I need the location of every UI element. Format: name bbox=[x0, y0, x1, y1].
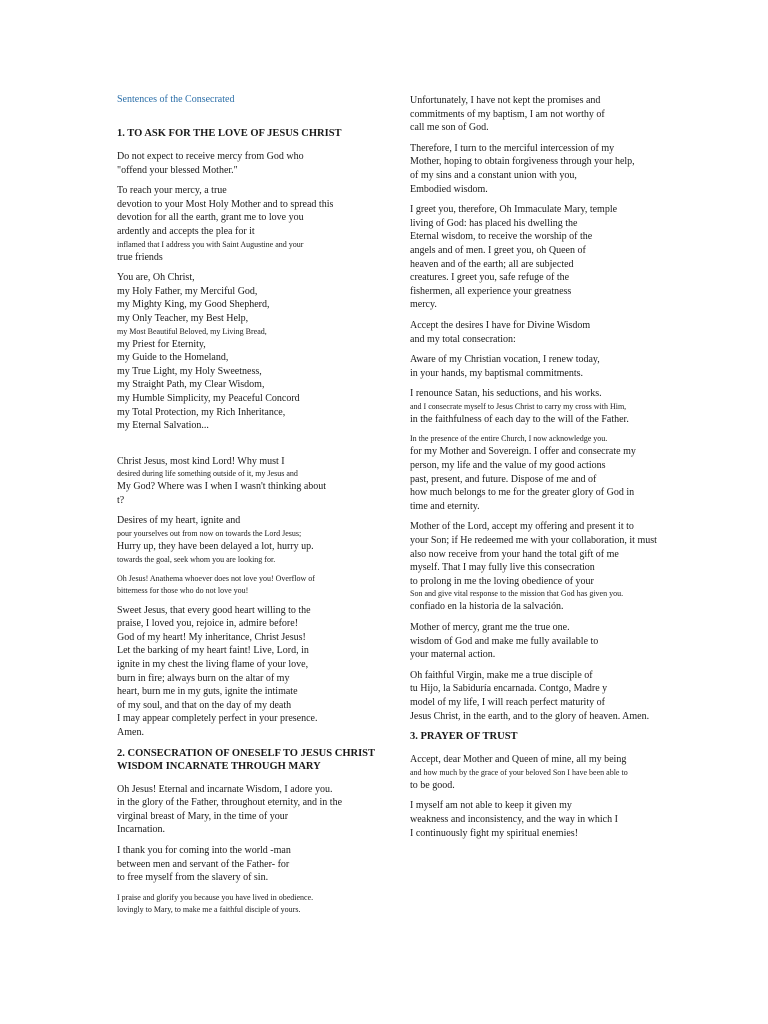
left-column bbox=[117, 94, 402, 923]
text-line: I praise and glorify you because you have lived in obedience. bbox=[117, 892, 314, 902]
text-line: Amen. bbox=[117, 727, 144, 738]
text-line: my True Light, my Holy Sweetness, bbox=[117, 365, 262, 377]
right-section-heading: 3. PRAYER OF TRUST bbox=[410, 731, 518, 743]
left-paragraph bbox=[117, 783, 402, 837]
text-line: Oh Jesus! Eternal and incarnate Wisdom, I adore you. bbox=[117, 783, 333, 795]
text-line: in the glory of the Father, throughout eternity, and in the bbox=[117, 797, 343, 809]
text-line: ardently and accepts the plea for it bbox=[117, 225, 255, 237]
left-paragraph bbox=[117, 844, 402, 885]
text-line: in your hands, my baptismal commitments. bbox=[410, 367, 584, 379]
text-line: You are, Oh Christ, bbox=[117, 272, 195, 284]
text-line: t? bbox=[117, 494, 125, 506]
text-line: to prolong in me the loving obedience of your bbox=[410, 575, 594, 587]
right-paragraph bbox=[410, 520, 670, 614]
right-paragraph bbox=[410, 621, 670, 662]
text-line: also now receive from your hand the total gift of me bbox=[410, 548, 619, 560]
text-line: Oh faithful Virgin, make me a true disciple of bbox=[410, 669, 593, 681]
right-paragraph bbox=[410, 799, 670, 840]
right-paragraph bbox=[410, 353, 670, 380]
text-line: To reach your mercy, a true bbox=[117, 185, 227, 197]
text-line: bitterness for those who do not love you! bbox=[117, 585, 249, 595]
text-line: true friends bbox=[117, 251, 163, 263]
text-line: angels and of men. I greet you, oh Queen of bbox=[410, 244, 586, 256]
right-paragraph bbox=[410, 319, 670, 346]
text-line: My God? Where was I when I wasn't thinking about bbox=[117, 481, 327, 493]
text-line: person, my life and the value of my good actions bbox=[410, 460, 606, 472]
text-line: Oh Jesus! Anathema whoever does not love you! Overflow of bbox=[117, 573, 315, 583]
text-line: my Most Beautiful Beloved, my Living Bread, bbox=[117, 326, 267, 336]
text-line: my Priest for Eternity, bbox=[117, 338, 206, 350]
text-line: between men and servant of the Father- for bbox=[117, 858, 290, 870]
text-line: Therefore, I turn to the merciful intercession of my bbox=[410, 142, 615, 154]
text-line: Aware of my Christian vocation, I renew today, bbox=[410, 354, 600, 366]
text-line: creatures. I greet you, safe refuge of the bbox=[410, 272, 570, 284]
right-paragraph bbox=[410, 433, 670, 513]
right-column bbox=[410, 94, 670, 847]
text-line: Eternal wisdom, to receive the worship of the bbox=[410, 231, 593, 243]
right-paragraph bbox=[410, 753, 670, 792]
right-paragraph bbox=[410, 203, 670, 312]
text-line: I continuously fight my spiritual enemies! bbox=[410, 827, 579, 839]
text-line: Christ Jesus, most kind Lord! Why must I bbox=[117, 455, 285, 467]
text-line: living of God: has placed his dwelling the bbox=[410, 217, 578, 229]
text-line: to free myself from the slavery of sin. bbox=[117, 872, 269, 884]
text-line: wisdom of God and make me fully available to bbox=[410, 635, 599, 647]
text-line: and how much by the grace of your beloved Son I have been able to bbox=[410, 767, 628, 777]
text-line: your Son; if He redeemed me with your collaboration, it must bbox=[410, 535, 657, 547]
text-line: Mother of the Lord, accept my offering and present it to bbox=[410, 521, 634, 533]
text-line: tu Hijo, la Sabiduría encarnada. Contgo, Madre y bbox=[410, 683, 608, 695]
right-paragraph bbox=[410, 669, 670, 723]
text-line: for my Mother and Sovereign. I offer and consecrate my bbox=[410, 446, 636, 458]
text-line: I renounce Satan, his seductions, and his works. bbox=[410, 388, 602, 400]
text-line: of my sins and a constant union with you, bbox=[410, 169, 577, 181]
text-line: heart, burn me in my guts, ignite the intimate bbox=[117, 686, 298, 698]
left-paragraph bbox=[117, 573, 402, 597]
text-line: model of my life, I will reach perfect maturity of bbox=[410, 696, 605, 708]
text-line: my Only Teacher, my Best Help, bbox=[117, 312, 249, 324]
right-paragraph bbox=[410, 387, 670, 426]
text-line: Son and give vital response to the mission that God has given you. bbox=[410, 589, 624, 599]
text-line: of my soul, and that on the day of my death bbox=[117, 699, 292, 711]
text-line: my Mighty King, my Good Shepherd, bbox=[117, 299, 270, 311]
text-line: desired during life something outside of it, my Jesus and bbox=[117, 469, 298, 479]
text-line: devotion for all the earth, grant me to love you bbox=[117, 212, 304, 224]
text-line: Sweet Jesus, that every good heart willing to the bbox=[117, 604, 311, 616]
text-line: Hurry up, they have been delayed a lot, hurry up. bbox=[117, 541, 314, 553]
text-line: in the faithfulness of each day to the will of the Father. bbox=[410, 413, 629, 425]
text-line: burn in fire; always burn on the altar of my bbox=[117, 672, 290, 684]
text-line: Let the barking of my heart faint! Live, Lord, in bbox=[117, 645, 309, 657]
left-paragraph bbox=[117, 514, 402, 565]
text-line: God of my heart! My inheritance, Christ Jesus! bbox=[117, 631, 306, 643]
text-line: fishermen, all experience your greatness bbox=[410, 285, 572, 297]
text-line: praise, I loved you, rejoice in, admire before! bbox=[117, 618, 299, 630]
text-line: past, present, and future. Dispose of me and of bbox=[410, 473, 597, 485]
text-line: my Humble Simplicity, my Peaceful Concord bbox=[117, 392, 300, 404]
text-line: devotion to your Most Holy Mother and to spread this bbox=[117, 198, 334, 210]
text-line: time and eternity. bbox=[410, 500, 480, 512]
text-line: "offend your blessed Mother." bbox=[117, 164, 238, 176]
left-paragraph bbox=[117, 271, 402, 433]
text-line: I greet you, therefore, Oh Immaculate Mary, temple bbox=[410, 204, 618, 216]
text-line: myself. That I may fully live this consecration bbox=[410, 562, 595, 574]
text-line: Accept the desires I have for Divine Wisdom bbox=[410, 319, 591, 331]
text-line: weakness and inconsistency, and the way in which I bbox=[410, 813, 618, 825]
text-line: my Total Protection, my Rich Inheritance, bbox=[117, 406, 286, 418]
text-line: virginal breast of Mary, in the time of your bbox=[117, 810, 289, 822]
text-line: pour yourselves out from now on towards the Lord Jesus; bbox=[117, 529, 302, 539]
text-line: call me son of God. bbox=[410, 122, 489, 134]
text-line: mercy. bbox=[410, 299, 437, 311]
text-line: Do not expect to receive mercy from God who bbox=[117, 151, 304, 162]
left-paragraph bbox=[117, 604, 402, 740]
left-paragraph bbox=[117, 150, 402, 177]
text-line: ignite in my chest the living flame of your love, bbox=[117, 659, 309, 671]
text-line: commitments of my baptism, I am not worthy of bbox=[410, 108, 605, 120]
text-line: and I consecrate myself to Jesus Christ to carry my cross with Him, bbox=[410, 401, 627, 411]
text-line: inflamed that I address you with Saint Augustine and your bbox=[117, 239, 304, 249]
text-line: to be good. bbox=[410, 779, 455, 791]
text-line: how much belongs to me for the greater glory of God in bbox=[410, 487, 635, 499]
text-line: I may appear completely perfect in your presence. bbox=[117, 713, 318, 725]
document-header: Sentences of the Consecrated bbox=[117, 94, 235, 105]
text-line: towards the goal, seek whom you are looking for. bbox=[117, 554, 276, 564]
text-line: my Eternal Salvation... bbox=[117, 420, 209, 432]
text-line: I thank you for coming into the world -man bbox=[117, 844, 291, 856]
text-line: Unfortunately, I have not kept the promises and bbox=[410, 95, 601, 106]
text-line: my Straight Path, my Clear Wisdom, bbox=[117, 379, 265, 391]
text-line: my Holy Father, my Merciful God, bbox=[117, 285, 258, 297]
text-line: Incarnation. bbox=[117, 824, 166, 836]
text-line: my Guide to the Homeland, bbox=[117, 352, 229, 364]
text-line: Accept, dear Mother and Queen of mine, all my being bbox=[410, 754, 627, 766]
text-line: Mother of mercy, grant me the true one. bbox=[410, 622, 570, 633]
text-line: heaven and of the earth; all are subjected bbox=[410, 258, 574, 270]
text-line: Desires of my heart, ignite and bbox=[117, 515, 241, 527]
left-section-heading: 1. TO ASK FOR THE LOVE OF JESUS CHRIST bbox=[117, 128, 342, 139]
text-line: Embodied wisdom. bbox=[410, 183, 488, 195]
right-paragraph bbox=[410, 94, 670, 135]
right-paragraph bbox=[410, 142, 670, 196]
text-line: your maternal action. bbox=[410, 649, 496, 661]
text-line: Jesus Christ, in the earth, and to the glory of heaven. Amen. bbox=[410, 710, 650, 722]
text-line: and my total consecration: bbox=[410, 333, 516, 345]
text-line: confiado en la historia de la salvación. bbox=[410, 601, 564, 613]
left-paragraph bbox=[117, 892, 402, 916]
left-section-heading: 2. CONSECRATION OF ONESELF TO JESUS CHRIST WISDOM INCARNATE THROUGH MARY bbox=[117, 747, 375, 772]
text-line: In the presence of the entire Church, I now acknowledge you. bbox=[410, 434, 608, 444]
text-line: lovingly to Mary, to make me a faithful disciple of yours. bbox=[117, 904, 301, 914]
text-line: Mother, hoping to obtain forgiveness through your help, bbox=[410, 156, 635, 168]
left-paragraph bbox=[117, 455, 402, 508]
left-paragraph bbox=[117, 184, 402, 264]
text-line: I myself am not able to keep it given my bbox=[410, 800, 572, 812]
